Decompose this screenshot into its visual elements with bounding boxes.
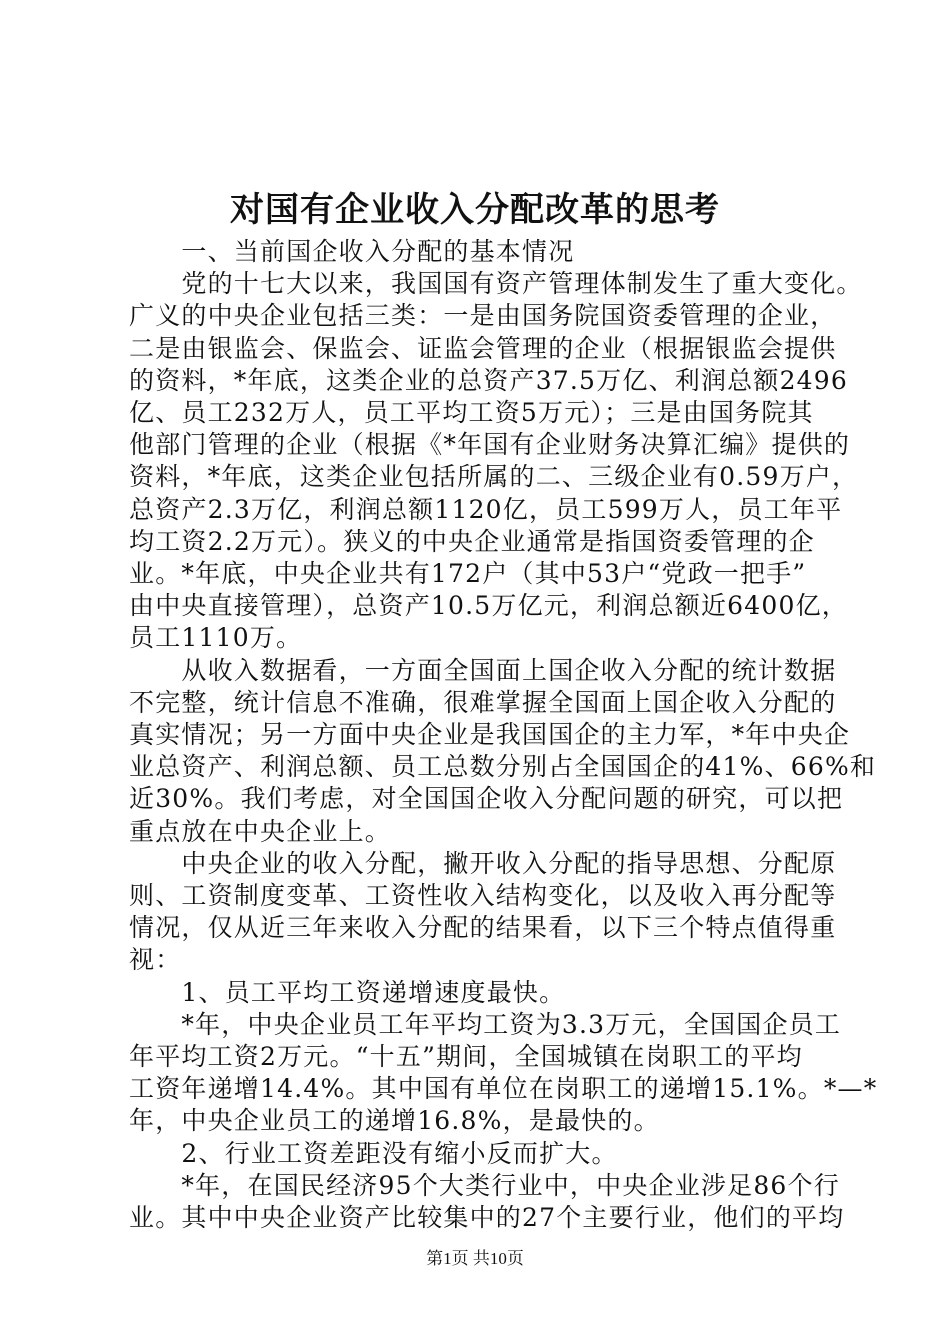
body-line: 广义的中央企业包括三类：一是由国务院国资委管理的企业， xyxy=(129,301,837,331)
body-line: 视： xyxy=(129,945,182,975)
body-line: 1、员工平均工资递增速度最快。 xyxy=(129,977,566,1007)
page-footer: 第1页 共10页 xyxy=(426,1249,524,1268)
body-line: 党的十七大以来，我国国有资产管理体制发生了重大变化。 xyxy=(129,269,863,299)
body-line: 近30%。我们考虑，对全国国企收入分配问题的研究，可以把 xyxy=(129,784,844,814)
body-line: 情况，仅从近三年来收入分配的结果看，以下三个特点值得重 xyxy=(129,913,837,943)
body-line: 工资年递增14.4%。其中国有单位在岗职工的递增15.1%。*—* xyxy=(129,1074,878,1104)
document-title: 对国有企业收入分配改革的思考 xyxy=(230,190,720,230)
body-line: 中央企业的收入分配，撇开收入分配的指导思想、分配原 xyxy=(129,848,837,878)
body-line: 业总资产、利润总额、员工总数分别占全国国企的41%、66%和 xyxy=(129,752,877,782)
body-line: 年平均工资2万元。“十五”期间，全国城镇在岗职工的平均 xyxy=(129,1042,803,1071)
body-line: 重点放在中央企业上。 xyxy=(129,816,392,846)
body-line: 资料，*年底，这类企业包括所属的二、三级企业有0.59万户， xyxy=(129,462,859,492)
body-line: 从收入数据看，一方面全国面上国企收入分配的统计数据 xyxy=(129,655,837,685)
body-line: *年，在国民经济95个大类行业中，中央企业涉足86个行 xyxy=(129,1170,840,1200)
body-line: 亿、员工232万人，员工平均工资5万元）；三是由国务院其 xyxy=(129,398,814,427)
body-line: 员工1110万。 xyxy=(129,623,303,653)
body-line: 业。*年底，中央企业共有172户（其中53户“党政一把手” xyxy=(129,559,807,588)
body-line: 一、当前国企收入分配的基本情况 xyxy=(129,237,575,266)
body-line: 的资料，*年底，这类企业的总资产37.5万亿、利润总额2496 xyxy=(129,365,848,395)
body-line: 年，中央企业员工的递增16.8%，是最快的。 xyxy=(129,1106,660,1136)
body-line: *年，中央企业员工年平均工资为3.3万元，全国国企员工 xyxy=(129,1009,842,1039)
body-line: 则、工资制度变革、工资性收入结构变化，以及收入再分配等 xyxy=(129,881,837,910)
body-line: 总资产2.3万亿，利润总额1120亿，员工599万人，员工年平 xyxy=(129,494,843,524)
body-line: 2、行业工资差距没有缩小反而扩大。 xyxy=(129,1138,618,1168)
body-line: 不完整，统计信息不准确，很难掌握全国面上国企收入分配的 xyxy=(129,687,837,717)
body-line: 真实情况；另一方面中央企业是我国国企的主力军，*年中央企 xyxy=(129,720,851,749)
body-line: 二是由银监会、保监会、证监会管理的企业（根据银监会提供 xyxy=(129,333,837,363)
body-line: 由中央直接管理），总资产10.5万亿元，利润总额近6400亿， xyxy=(129,591,848,621)
body-line: 业。其中中央企业资产比较集中的27个主要行业，他们的平均 xyxy=(129,1203,845,1232)
body-line: 均工资2.2万元）。狭义的中央企业通常是指国资委管理的企 xyxy=(129,526,815,556)
body-line: 他部门管理的企业（根据《*年国有企业财务决算汇编》提供的 xyxy=(129,430,851,460)
